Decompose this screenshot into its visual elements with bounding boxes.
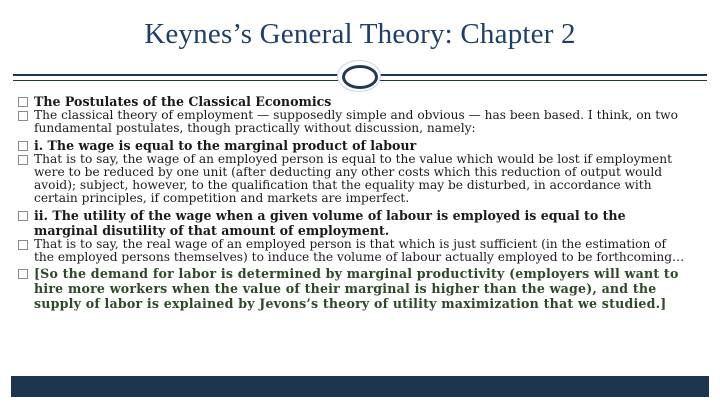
list-item-text: The Postulates of the Classical Economics — [34, 94, 332, 109]
square-bullet-icon — [18, 211, 28, 221]
list-item-text: That is to say, the wage of an employed person is equal to the value which would be lost if employment were to be reduced by one unit (after deducting any other costs which this reduction of output would avoid); subject, however, to the qualification that the equality may be disturbed, in accordance with certain principles, if competition and markets are imperfect. — [34, 151, 672, 206]
list-item-note — [18, 266, 688, 311]
square-bullet-icon — [18, 155, 28, 165]
list-item-text: The classical theory of employment — supposedly simple and obvious — has been based. I think, on two fundamental postulates, though practically without discussion, namely: — [34, 108, 678, 136]
list-item — [18, 138, 688, 153]
circle-ornament-icon — [337, 60, 381, 92]
list-item-text: ii. The utility of the wage when a given volume of labour is employed is equal to the marginal disutility of that amount of employment. — [34, 207, 626, 238]
list-item-text: [So the demand for labor is determined by marginal productivity (employers will want to hire more workers when the value of their marginal is higher than the wage), and the supply of labor is explained by Jevons’s theory of utility maximization that we studied.] — [34, 266, 679, 312]
list-item — [18, 94, 688, 109]
circle-ornament-inner — [342, 65, 378, 89]
bullet-list — [18, 94, 688, 311]
list-item-text: That is to say, the real wage of an employed person is that which is just sufficient (in the estimation of the employed persons themselves) to induce the volume of labour actually employed to be forthcoming… — [34, 236, 685, 265]
slide-title: Keynes’s General Theory: Chapter 2 — [144, 18, 576, 50]
square-bullet-icon — [18, 97, 28, 107]
list-item-text: i. The wage is equal to the marginal product of labour — [34, 137, 417, 153]
square-bullet-icon — [18, 111, 28, 121]
list-item — [18, 208, 688, 238]
list-item — [18, 153, 688, 206]
square-bullet-icon — [18, 269, 28, 279]
list-item — [18, 238, 688, 265]
list-item — [18, 109, 688, 136]
square-bullet-icon — [18, 240, 28, 250]
square-bullet-icon — [18, 141, 28, 151]
footer-bar — [11, 376, 709, 397]
